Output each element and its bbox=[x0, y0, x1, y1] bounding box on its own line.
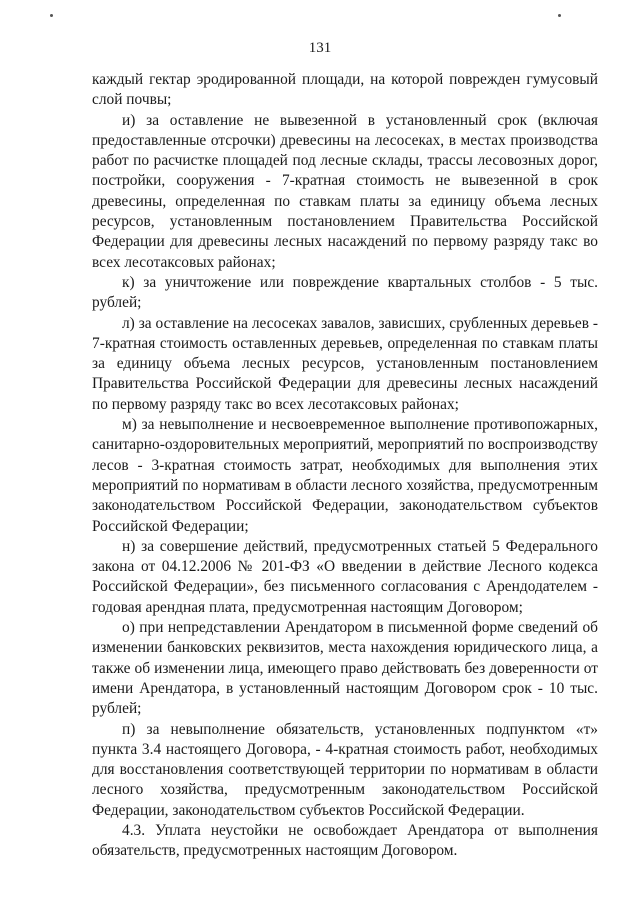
paragraph-l: л) за оставление на лесосеках завалов, зависших, срубленных деревьев - 7-кратная стоимость оставленных деревьев, определенная по ставкам платы за единицу объема лесных ресурсов, установленным постановлением Правительства Российской Федерации для древесины лесных насаждений по первому разряду такс во всех лесотаксовых районах; bbox=[92, 314, 598, 413]
paragraph-m: м) за невыполнение и несвоевременное выполнение противопожарных, санитарно-оздоровительных мероприятий, мероприятий по воспроизводству лесов - 3-кратная стоимость затрат, необходимых для выполнения этих мероприятий по нормативам в области лесного хозяйства, предусмотренным законодательством Российской Федерации, законодательством субъектов Российской Федерации; bbox=[92, 416, 598, 535]
paragraph-i: и) за оставление не вывезенной в установленный срок (включая предоставленные отсрочки) древесины на лесосеках, в местах производства работ по расчистке площадей под лесные склады, трассы лесовозных дорог, постройки, сооружения - 7-кратная стоимость не вывезенной в срок древесины, определенная по ставкам платы за единицу объема лесных ресурсов, установленным постановлением Правительства Российской Федерации для древесины лесных насаждений по первому разряду такс во всех лесотаксовых районах; bbox=[92, 111, 598, 271]
document-body bbox=[92, 70, 598, 862]
scan-speck bbox=[50, 14, 53, 17]
paragraph-4-3: 4.3. Уплата неустойки не освобождает Арендатора от выполнения обязательств, предусмотренных настоящим Договором. bbox=[92, 821, 598, 860]
scan-speck bbox=[558, 14, 561, 17]
paragraph-n: н) за совершение действий, предусмотренных статьей 5 Федерального закона от 04.12.2006 № 201-ФЗ «О введении в действие Лесного кодекса Российской Федерации», без письменного согласования с Арендодателем - годовая арендная плата, предусмотренная настоящим Договором; bbox=[92, 537, 598, 616]
page-number: 131 bbox=[308, 40, 332, 56]
paragraph-continuation: каждый гектар эродированной площади, на которой поврежден гумусовый слой почвы; bbox=[92, 71, 598, 109]
paragraph-k: к) за уничтожение или повреждение квартальных столбов - 5 тыс. рублей; bbox=[92, 273, 598, 312]
paragraph-o: о) при непредставлении Арендатором в письменной форме сведений об изменении банковских реквизитов, места нахождения юридического лица, а также об изменении лица, имеющего право действовать без доверенности от имени Арендатора, в установленный настоящим Договором срок - 10 тыс. рублей; bbox=[92, 619, 598, 718]
paragraph-p: п) за невыполнение обязательств, установленных подпунктом «т» пункта 3.4 настоящего Договора, - 4-кратная стоимость работ, необходимых для восстановления соответствующей территории по нормативам в области лесного хозяйства, предусмотренным законодательством Российской Федерации, законодательством субъектов Российской Федерации. bbox=[92, 720, 598, 819]
